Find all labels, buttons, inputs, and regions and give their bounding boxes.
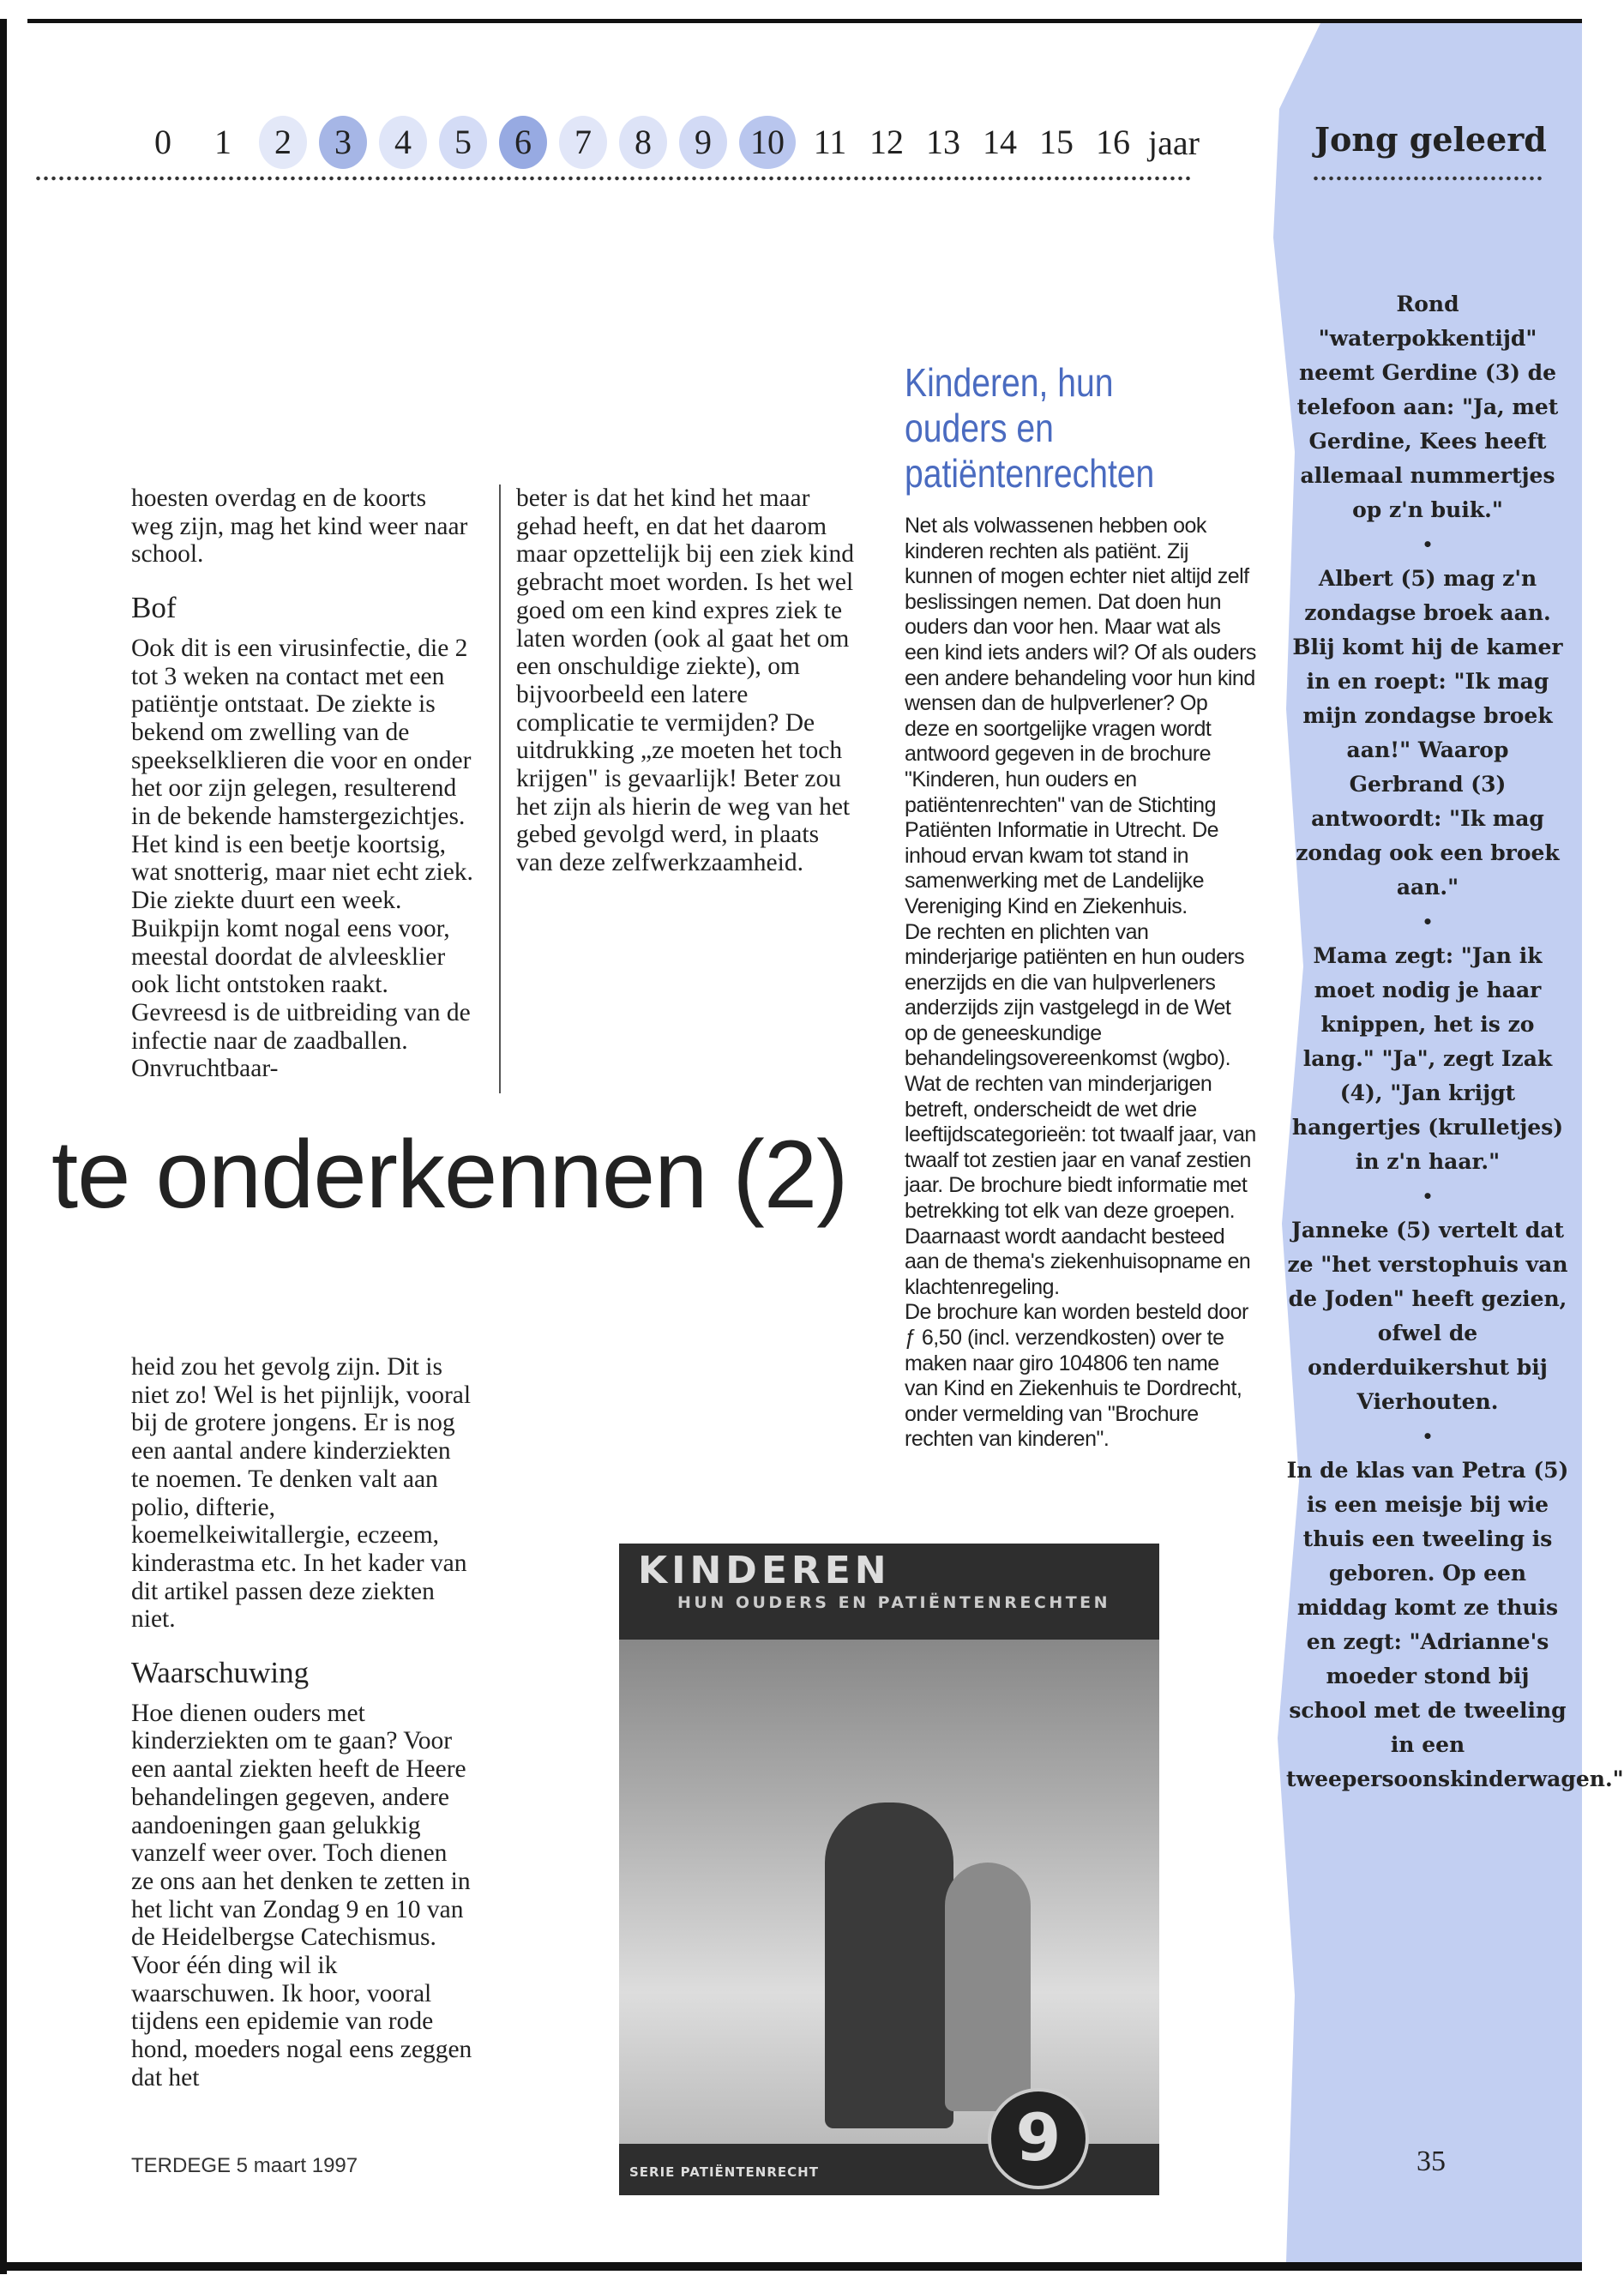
column-2 bbox=[516, 484, 859, 877]
age-5: 5 bbox=[439, 116, 487, 169]
brochure-cover-image bbox=[619, 1544, 1159, 2195]
age-10: 10 bbox=[739, 116, 796, 169]
article-title: te onderkennen (2) bbox=[51, 1121, 848, 1228]
quote: In de klas van Petra (5) is een meisje bij wie thuis een tweeling is geboren. Op een middag komt ze thuis en zegt: "Adrianne's moeder stond bij school met de tweeling in een tweepersoonskinderwagen." bbox=[1286, 1458, 1624, 1791]
body-text: Voor één ding wil ik waarschuwen. Ik hoor, vooral tijdens een epidemie van rode hond, moeders nogal eens zeggen dat het bbox=[131, 1952, 472, 2091]
footer-publication: TERDEGE 5 maart 1997 bbox=[131, 2154, 358, 2177]
age-8: 8 bbox=[619, 116, 667, 169]
body-text: hoesten overdag en de koorts weg zijn, mag het kind weer naar school. bbox=[131, 484, 468, 569]
brochure-number: 9 bbox=[988, 2088, 1089, 2189]
quote: Janneke (5) vertelt dat ze "het verstophuis van de Joden" heeft gezien, ofwel de onderduikershut bij Vierhouten. bbox=[1287, 1218, 1568, 1414]
body-text: De rechten en plichten van minderjarige patiënten en hun ouders enerzijds en die van hulpverleners anderzijds zijn vastgelegd in de Wet op de geneeskundige behandelingsovereenkomst (wgbo). bbox=[905, 919, 1245, 1071]
subheading-waarschuwing: Waarschuwing bbox=[131, 1656, 310, 1690]
page-number: 35 bbox=[1416, 2146, 1446, 2177]
body-text: Net als volwassenen hebben ook kinderen rechten als patiënt. Zij kunnen of mogen echter niet altijd zelf beslissingen nemen. Dat doen hun ouders dan voor hen. Maar wat als een kind iets anders wil? Of als ouders een andere behandeling voor hun kind wensen dan de hulpverlener? Op deze en soortgelijke vragen wordt antwoord gegeven in de brochure "Kinderen, hun ouders en patiëntenrechten" van de Stichting Patiënten Informatie in Utrecht. De inhoud ervan kwam tot stand in samenwerking met de Landelijke Vereniging Kind en Ziekenhuis. bbox=[905, 514, 1256, 918]
body-text: Wat de rechten van minderjarigen betreft, onderscheidt de wet drie leeftijdscategorieën: tot twaalf jaar, van twaalf tot zestien jaar en vanaf zestien jaar. De brochure biedt informatie met betrekking tot elk van deze groepen. Daarnaast wordt aandacht besteed aan de thema's ziekenhuisopname en klachtenregeling. bbox=[905, 1072, 1256, 1299]
section-title: Jong geleerd bbox=[1314, 120, 1547, 159]
sidebar-article bbox=[905, 360, 1256, 1453]
subheading-bof: Bof bbox=[131, 591, 177, 625]
age-4: 4 bbox=[379, 116, 427, 169]
age-7: 7 bbox=[559, 116, 607, 169]
column-1-bottom bbox=[131, 1353, 474, 2092]
body-text: heid zou het gevolg zijn. Dit is niet zo! Wel is het pijnlijk, vooral bij de grotere jongens. Er is nog een aantal andere kinderziekten te noemen. Te denken valt aan polio, difterie, koemelkeiwitallergie, eczeem, kinderastma etc. In het kader van dit artikel passen deze ziekten niet. bbox=[131, 1353, 472, 1634]
bullet-separator: • bbox=[1422, 912, 1434, 932]
brochure-title: KINDEREN bbox=[638, 1549, 891, 1592]
sidebar-article-heading: Kinderen, hun ouders en patiëntenrechten bbox=[905, 360, 1155, 496]
child-figure bbox=[945, 1863, 1031, 2111]
body-text: beter is dat het kind het maar gehad heeft, en dat het daarom maar opzettelijk bij een ziek kind gebracht moet worden. Is het wel goed om een kind expres ziek te laten worden (ook al gaat het om een onschuldige ziekte), om bijvoorbeeld een latere complicatie te vermijden? De uitdrukking „ze moeten het toch krijgen" is gevaarlijk! Beter zou het zijn als hierin de weg van het gebed gevolgd werd, in plaats van deze zelfwerkzaamheid. bbox=[516, 484, 855, 877]
quote: Mama zegt: "Jan ik moet nodig je haar knippen, het is zo lang." "Ja", zegt Izak (4), "Jan krijgt hangertjes (krulletjes) in z'n haar." bbox=[1291, 943, 1564, 1174]
bullet-separator: • bbox=[1422, 534, 1434, 555]
age-3: 3 bbox=[319, 116, 367, 169]
column-1-top bbox=[131, 484, 474, 1083]
age-13: 13 bbox=[926, 123, 960, 161]
age-unit: jaar bbox=[1148, 123, 1200, 162]
age-12: 12 bbox=[869, 123, 904, 161]
brochure-subtitle: HUN OUDERS EN PATIËNTENRECHTEN bbox=[677, 1593, 1111, 1612]
quotes-sidebar bbox=[1286, 287, 1624, 1797]
brochure-photo bbox=[619, 1640, 1159, 2144]
age-11: 11 bbox=[813, 123, 847, 161]
body-text: Ook dit is een virusinfectie, die 2 tot 3 weken na contact met een patiëntje ontstaat. De ziekte is bekend om zwelling van de speekselklieren die voor en onder het oor zijn gelegen, resulterend in de bekende hamstergezichtjes. Het kind is een beetje koortsig, wat snotterig, maar niet echt ziek. Die ziekte duurt een week. Buikpijn komt nogal eens voor, meestal doordat de alvleesklier ook licht ontstoken raakt. Gevreesd is de uitbreiding van de infectie naar de zaadballen. Onvruchtbaar- bbox=[131, 634, 473, 1083]
age-scale bbox=[133, 116, 1200, 169]
brochure-series: SERIE PATIËNTENRECHT bbox=[629, 2164, 819, 2180]
bullet-separator: • bbox=[1422, 1186, 1434, 1207]
age-15: 15 bbox=[1039, 123, 1074, 161]
body-text: De brochure kan worden besteld door ƒ 6,50 (incl. verzendkosten) over te maken naar giro 104806 ten name van Kind en Ziekenhuis te Dordrecht, onder vermelding van "Brochure rechten van kinderen". bbox=[905, 1300, 1248, 1452]
age-16: 16 bbox=[1096, 123, 1130, 161]
age-0: 0 bbox=[154, 123, 171, 161]
quote: Albert (5) mag z'n zondagse broek aan. Blij komt hij de kamer in en roept: "Ik mag mijn zondagse broek aan!" Waarop Gerbrand (3) antwoordt: "Ik mag zondag ook een broek aan." bbox=[1292, 566, 1563, 900]
section-dotted-rule bbox=[1312, 176, 1543, 181]
dotted-rule bbox=[34, 176, 1192, 181]
bullet-separator: • bbox=[1422, 1426, 1434, 1447]
age-1: 1 bbox=[214, 123, 232, 161]
adult-figure bbox=[825, 1803, 953, 2128]
quote: Rond "waterpokkentijd" neemt Gerdine (3) de telefoon aan: "Ja, met Gerdine, Kees heeft allemaal nummertjes op z'n buik." bbox=[1296, 292, 1559, 522]
page-border-bottom bbox=[0, 2262, 1582, 2271]
age-14: 14 bbox=[983, 123, 1017, 161]
page-border-left bbox=[0, 19, 27, 2274]
column-divider bbox=[499, 484, 501, 1093]
age-2: 2 bbox=[259, 116, 307, 169]
age-9: 9 bbox=[679, 116, 727, 169]
age-6: 6 bbox=[499, 116, 547, 169]
body-text: Hoe dienen ouders met kinderziekten om te gaan? Voor een aantal ziekten heeft de Heere behandelingen gegeven, andere aandoeningen gaan gelukkig vanzelf weer over. Toch dienen ze ons aan het denken te zetten in het licht van Zondag 9 en 10 van de Heidelbergse Catechismus. bbox=[131, 1699, 471, 1952]
